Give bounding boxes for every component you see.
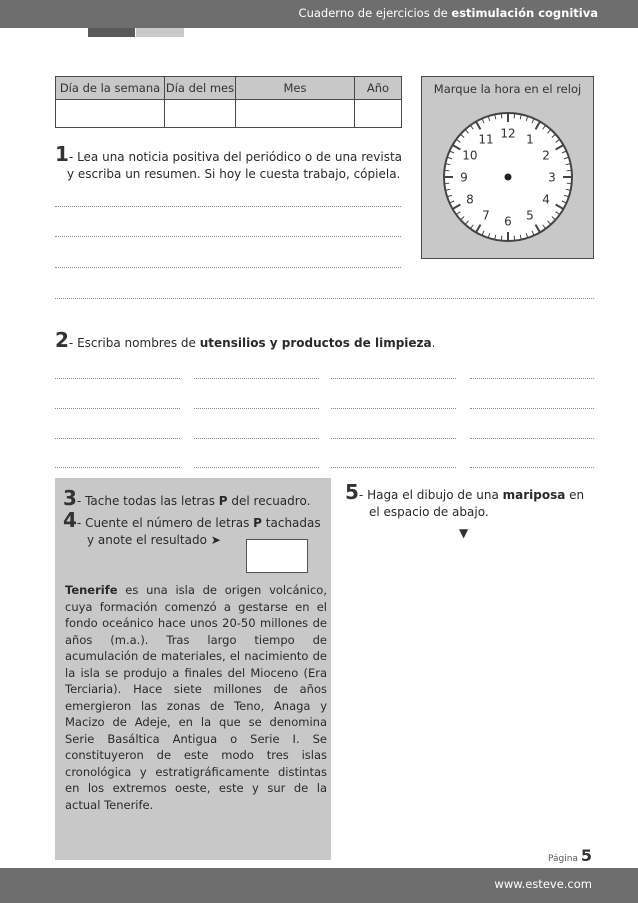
exercise-4-suffix: tachadas bbox=[261, 516, 321, 530]
clock-minute-tick bbox=[444, 170, 449, 171]
exercise-3-number: 3 bbox=[63, 486, 77, 510]
answer-line-4[interactable] bbox=[55, 298, 594, 299]
tenerife-body: es una isla de origen volcánico, cuya formación comenzó a gestarse en el fondo oceánico hace unos 20-50 millones de años (m.a.). Tras largo tiempo de acumulación de materiales, el nacimiento de la isla se produjo a finales del Mioceno (Era Terciaria). Hace siete millones de años emergieron las zonas de Teno, Anaga y Macizo de Adeje, en la que se denomina Serie Basáltica Antigua o Serie I. Se constituyeron de este modo tres islas cronológica y estratigráficamente distintas en los extremos oeste, este y sur de la actual Tenerife. bbox=[65, 583, 327, 812]
cleaning-answer-line[interactable] bbox=[194, 378, 319, 379]
page-number bbox=[548, 846, 592, 865]
header-title bbox=[299, 6, 598, 20]
clock-minute-tick bbox=[567, 170, 572, 171]
clock-number-2: 2 bbox=[542, 148, 550, 163]
clock-number-12: 12 bbox=[500, 126, 516, 141]
cleaning-answer-line[interactable] bbox=[55, 378, 180, 379]
clock-center-dot bbox=[505, 174, 512, 181]
exercise-1-line1: - Lea una noticia positiva del periódico o de una revista bbox=[68, 150, 403, 164]
cleaning-answer-line[interactable] bbox=[331, 378, 456, 379]
footer-url[interactable]: www.esteve.com bbox=[494, 877, 592, 891]
date-field-year[interactable] bbox=[355, 100, 402, 128]
cleaning-answer-line[interactable] bbox=[331, 408, 456, 409]
answer-line-1[interactable] bbox=[55, 206, 401, 207]
cleaning-answer-line[interactable] bbox=[55, 438, 180, 439]
date-field-weekday[interactable] bbox=[56, 100, 165, 128]
clock-number-4: 4 bbox=[542, 192, 550, 207]
clock-minute-tick bbox=[501, 236, 502, 241]
cleaning-answer-line[interactable] bbox=[470, 408, 594, 409]
page-number-value: 5 bbox=[580, 846, 592, 865]
exercise-2-bold: utensilios y productos de limpieza bbox=[199, 336, 432, 350]
clock-number-8: 8 bbox=[466, 192, 474, 207]
clock-minute-tick bbox=[444, 183, 449, 184]
exercise-1-number: 1 bbox=[55, 142, 69, 166]
exercise-3-letter: P bbox=[218, 494, 228, 508]
header-title-bold: estimulación cognitiva bbox=[451, 6, 598, 20]
clock-minute-tick bbox=[514, 113, 515, 118]
cleaning-answer-line[interactable] bbox=[470, 467, 594, 468]
answer-line-3[interactable] bbox=[55, 267, 401, 268]
clock-number-3: 3 bbox=[548, 170, 556, 185]
letter-count-answer-box[interactable] bbox=[246, 539, 308, 573]
clock-title: Marque la hora en el reloj bbox=[433, 82, 582, 96]
cleaning-answer-line[interactable] bbox=[55, 408, 180, 409]
page-label: Página bbox=[548, 854, 578, 864]
exercise-2-prefix: - Escriba nombres de bbox=[68, 336, 200, 350]
date-field-month[interactable] bbox=[236, 100, 355, 128]
exercise-4-number: 4 bbox=[63, 508, 77, 532]
exercise-4-line2: y anote el resultado bbox=[87, 533, 207, 547]
clock-number-11: 11 bbox=[478, 132, 494, 147]
header-tab-dark bbox=[88, 28, 135, 37]
clock-minute-tick bbox=[501, 113, 502, 118]
exercise-2-suffix: . bbox=[431, 336, 436, 350]
exercise-4-letter: P bbox=[253, 516, 262, 530]
clock-number-5: 5 bbox=[526, 208, 534, 223]
date-table bbox=[55, 76, 402, 128]
exercise-1 bbox=[55, 142, 407, 183]
cleaning-answer-line[interactable] bbox=[470, 438, 594, 439]
clock-number-7: 7 bbox=[482, 208, 490, 223]
exercise-1-line2: y escriba un resumen. Si hoy le cuesta trabajo, cópiela. bbox=[67, 167, 401, 181]
cleaning-answer-line[interactable] bbox=[194, 438, 319, 439]
exercise-2 bbox=[55, 328, 435, 352]
cleaning-answer-line[interactable] bbox=[470, 378, 594, 379]
clock-minute-tick bbox=[567, 183, 572, 184]
exercise-3-suffix: del recuadro. bbox=[227, 494, 311, 508]
exercise-5 bbox=[345, 480, 585, 521]
header-tab-light bbox=[136, 28, 184, 37]
exercise-3 bbox=[63, 486, 310, 510]
cleaning-answer-line[interactable] bbox=[331, 467, 456, 468]
date-field-day[interactable] bbox=[165, 100, 236, 128]
date-col-year: Año bbox=[355, 77, 402, 100]
letter-count-panel bbox=[55, 478, 331, 860]
arrow-down-icon: ▼ bbox=[459, 526, 469, 540]
answer-line-2[interactable] bbox=[55, 236, 401, 237]
clock-number-1: 1 bbox=[526, 132, 534, 147]
footer-bar bbox=[0, 868, 638, 903]
exercise-2-number: 2 bbox=[55, 328, 69, 352]
clock-panel bbox=[421, 76, 594, 259]
clock-icon[interactable] bbox=[432, 101, 584, 253]
exercise-5-prefix: - Haga el dibujo de una bbox=[358, 488, 503, 502]
clock-number-9: 9 bbox=[460, 170, 468, 185]
header-bar bbox=[0, 0, 638, 28]
exercise-5-bold: mariposa bbox=[502, 488, 566, 502]
exercise-3-prefix: - Tache todas las letras bbox=[76, 494, 219, 508]
clock-number-10: 10 bbox=[462, 148, 478, 163]
exercise-5-line2: el espacio de abajo. bbox=[369, 505, 489, 519]
date-col-month: Mes bbox=[236, 77, 355, 100]
date-col-day: Día del mes bbox=[165, 77, 236, 100]
cleaning-answer-line[interactable] bbox=[55, 467, 180, 468]
date-col-weekday: Día de la semana bbox=[56, 77, 165, 100]
exercise-4-prefix: - Cuente el número de letras bbox=[76, 516, 254, 530]
tenerife-bold: Tenerife bbox=[65, 583, 118, 597]
clock-number-6: 6 bbox=[504, 214, 512, 229]
cleaning-answer-line[interactable] bbox=[194, 408, 319, 409]
clock-minute-tick bbox=[514, 236, 515, 241]
header-title-prefix: Cuaderno de ejercicios de bbox=[298, 6, 452, 20]
cleaning-answer-line[interactable] bbox=[331, 438, 456, 439]
tenerife-text bbox=[65, 582, 327, 813]
arrow-right-icon: ➤ bbox=[210, 533, 221, 547]
cleaning-answer-line[interactable] bbox=[194, 467, 319, 468]
exercise-5-number: 5 bbox=[345, 480, 359, 504]
exercise-5-suffix: en bbox=[565, 488, 585, 502]
